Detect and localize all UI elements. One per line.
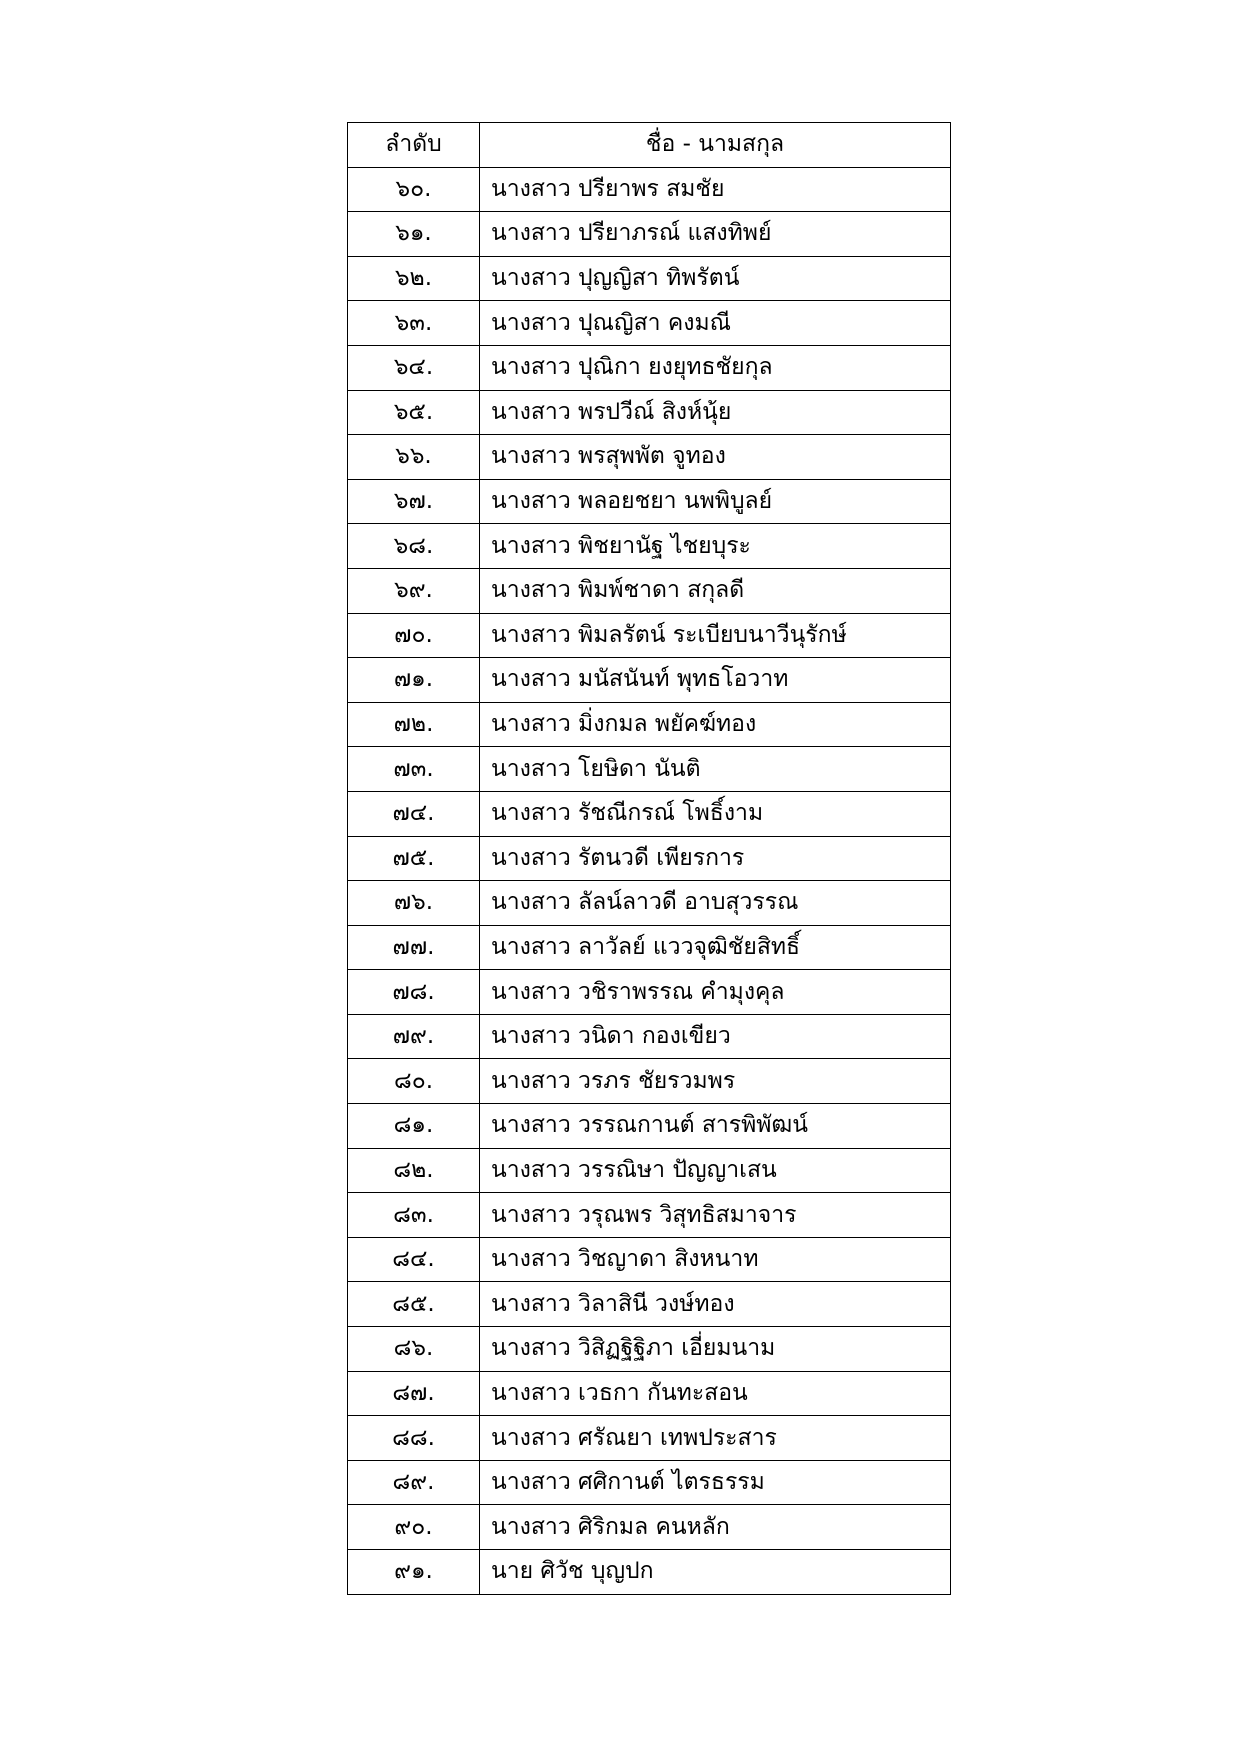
table-row [348, 390, 951, 435]
row-number: ๘๖. [348, 1327, 480, 1372]
row-full-name: นางสาว วนิดา กองเขียว [480, 1014, 951, 1059]
table-row [348, 1550, 951, 1595]
row-full-name: นางสาว รัชณีกรณ์ โพธิ์งาม [480, 791, 951, 836]
row-number: ๗๒. [348, 702, 480, 747]
row-full-name: นางสาว พิมลรัตน์ ระเบียบนาวีนุรักษ์ [480, 613, 951, 658]
row-full-name: นางสาว ลัลน์ลาวดี อาบสุวรรณ [480, 881, 951, 926]
table-row [348, 167, 951, 212]
header-name: ชื่อ - นามสกุล [480, 123, 951, 168]
row-number: ๗๕. [348, 836, 480, 881]
row-full-name: นางสาว เวธกา กันทะสอน [480, 1371, 951, 1416]
row-full-name: นางสาว ปุณิกา ยงยุทธชัยกุล [480, 345, 951, 390]
row-full-name: นางสาว รัตนวดี เพียรการ [480, 836, 951, 881]
row-number: ๘๐. [348, 1059, 480, 1104]
table-row [348, 1460, 951, 1505]
table-row [348, 1059, 951, 1104]
table-row [348, 1416, 951, 1461]
table-row [348, 1014, 951, 1059]
row-full-name: นางสาว ปุญญิสา ทิพรัตน์ [480, 256, 951, 301]
table-row [348, 301, 951, 346]
row-full-name: นางสาว โยษิดา นันติ [480, 747, 951, 792]
row-full-name: นางสาว พิชยานัฐ ไชยบุระ [480, 524, 951, 569]
table-row [348, 658, 951, 703]
row-number: ๖๐. [348, 167, 480, 212]
table-row [348, 613, 951, 658]
row-full-name: นางสาว วรุณพร วิสุทธิสมาจาร [480, 1193, 951, 1238]
row-number: ๗๐. [348, 613, 480, 658]
row-number: ๗๗. [348, 925, 480, 970]
row-full-name: นางสาว ปรียาพร สมชัย [480, 167, 951, 212]
table-row [348, 345, 951, 390]
row-full-name: นางสาว ปุณญิสา คงมณี [480, 301, 951, 346]
row-number: ๖๖. [348, 435, 480, 480]
row-number: ๘๗. [348, 1371, 480, 1416]
table-row [348, 524, 951, 569]
row-full-name: นางสาว ปรียาภรณ์ แสงทิพย์ [480, 212, 951, 257]
table-row [348, 1282, 951, 1327]
row-full-name: นางสาว พลอยชยา นพพิบูลย์ [480, 479, 951, 524]
table-row [348, 702, 951, 747]
row-full-name: นางสาว พิมพ์ชาดา สกุลดี [480, 568, 951, 613]
row-full-name: นางสาว วิชญาดา สิงหนาท [480, 1237, 951, 1282]
table-row [348, 1148, 951, 1193]
row-full-name: นางสาว มนัสนันท์ พุทธโอวาท [480, 658, 951, 703]
row-number: ๗๔. [348, 791, 480, 836]
table-row [348, 479, 951, 524]
row-full-name: นางสาว พรสุพพัต จูทอง [480, 435, 951, 480]
row-number: ๗๓. [348, 747, 480, 792]
row-full-name: นางสาว พรปวีณ์ สิงห์นุ้ย [480, 390, 951, 435]
row-number: ๖๓. [348, 301, 480, 346]
table-row [348, 1104, 951, 1149]
row-number: ๙๑. [348, 1550, 480, 1595]
row-full-name: นางสาว ลาวัลย์ แววจุฒิชัยสิทธิ์ [480, 925, 951, 970]
row-number: ๗๑. [348, 658, 480, 703]
row-full-name: นางสาว ศศิกานต์ ไตรธรรม [480, 1460, 951, 1505]
row-number: ๗๙. [348, 1014, 480, 1059]
table-row [348, 1327, 951, 1372]
table-row [348, 747, 951, 792]
table-row [348, 1237, 951, 1282]
table-row [348, 881, 951, 926]
row-number: ๙๐. [348, 1505, 480, 1550]
table-row [348, 970, 951, 1015]
table-row [348, 256, 951, 301]
row-number: ๖๑. [348, 212, 480, 257]
row-full-name: นางสาว วชิราพรรณ คำมุงคุล [480, 970, 951, 1015]
table-row [348, 1505, 951, 1550]
name-list-table [347, 122, 951, 1595]
row-full-name: นางสาว ศรัณยา เทพประสาร [480, 1416, 951, 1461]
table-body [348, 167, 951, 1594]
row-full-name: นางสาว วรรณิษา ปัญญาเสน [480, 1148, 951, 1193]
table-row [348, 836, 951, 881]
table-row [348, 568, 951, 613]
row-full-name: นางสาว วิลาสินี วงษ์ทอง [480, 1282, 951, 1327]
row-full-name: นางสาว วิสิฏฐิฐิภา เอี่ยมนาม [480, 1327, 951, 1372]
row-number: ๗๖. [348, 881, 480, 926]
table-row [348, 925, 951, 970]
row-number: ๖๘. [348, 524, 480, 569]
header-order: ลำดับ [348, 123, 480, 168]
row-number: ๖๙. [348, 568, 480, 613]
row-number: ๘๔. [348, 1237, 480, 1282]
row-number: ๖๗. [348, 479, 480, 524]
row-number: ๖๒. [348, 256, 480, 301]
row-full-name: นางสาว มิ่งกมล พยัคฆ์ทอง [480, 702, 951, 747]
row-number: ๘๙. [348, 1460, 480, 1505]
row-full-name: นาย ศิวัช บุญปก [480, 1550, 951, 1595]
row-number: ๘๘. [348, 1416, 480, 1461]
table-header-row [348, 123, 951, 168]
row-number: ๖๔. [348, 345, 480, 390]
row-number: ๘๑. [348, 1104, 480, 1149]
table-row [348, 1193, 951, 1238]
table-row [348, 212, 951, 257]
row-full-name: นางสาว วรรณกานต์ สารพิพัฒน์ [480, 1104, 951, 1149]
table-row [348, 791, 951, 836]
row-full-name: นางสาว ศิริกมล คนหลัก [480, 1505, 951, 1550]
table-row [348, 435, 951, 480]
row-number: ๗๘. [348, 970, 480, 1015]
row-number: ๘๓. [348, 1193, 480, 1238]
row-number: ๖๕. [348, 390, 480, 435]
row-number: ๘๕. [348, 1282, 480, 1327]
table-row [348, 1371, 951, 1416]
row-full-name: นางสาว วรภร ชัยรวมพร [480, 1059, 951, 1104]
row-number: ๘๒. [348, 1148, 480, 1193]
